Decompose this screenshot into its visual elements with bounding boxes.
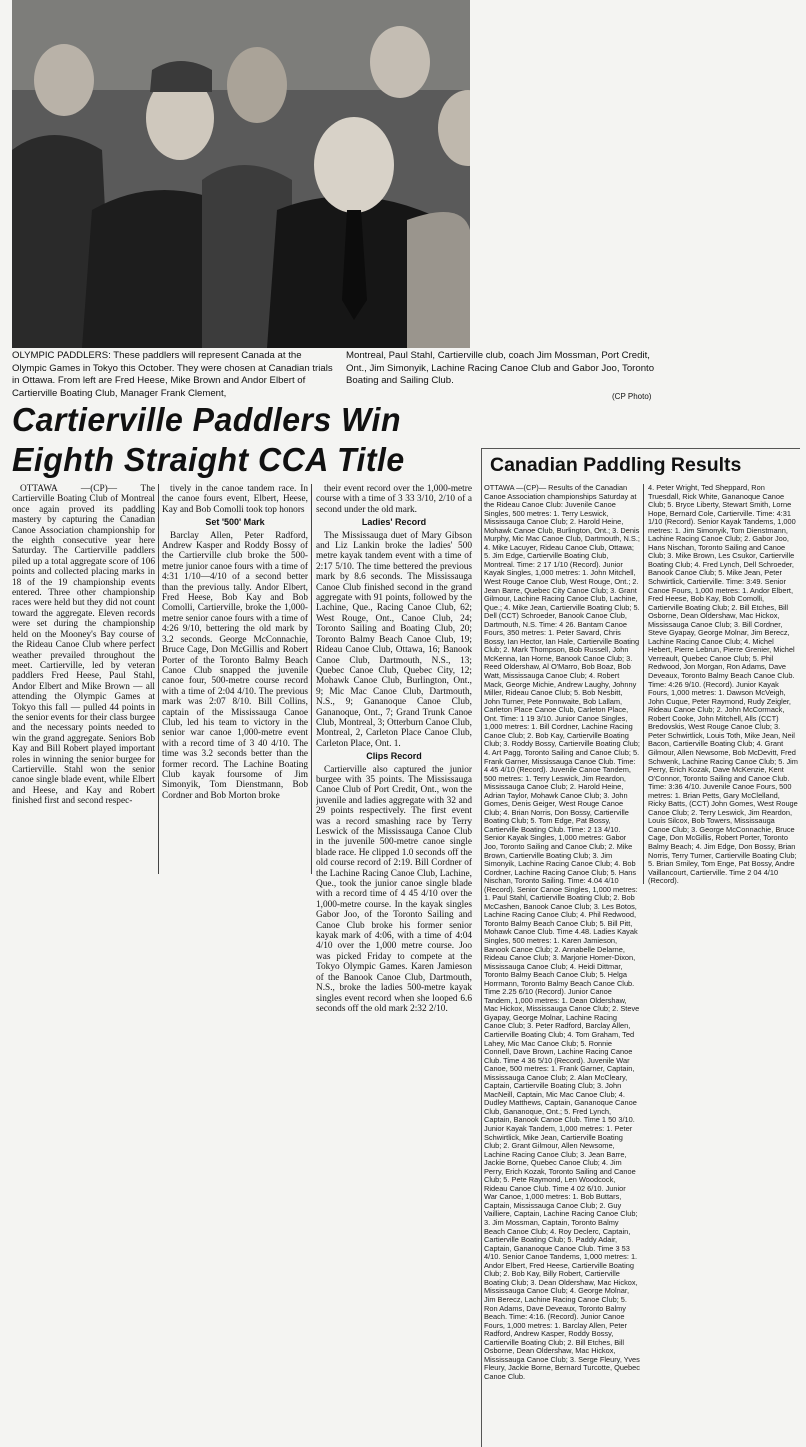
results-left-text: OTTAWA —(CP)— Results of the Canadian Canoe Association championships Saturday at the Rideau Canoe Club: Juvenile Canoe Singles, 500 metres: 1. Terry Leswick, Mississauga Canoe Club; 2. Harold Heine, Mohawk Canoe Club, Burlington, Ont.; 3. Denis Murphy, Mic Mac Canoe Club, Dartmouth, N.S.; 4. Mike Lacuyer, Rideau Canoe Club, Ottawa; 5. Jim Edge, Cartierville Boating Club, Montreal. Time: 2 17 1/10 (Record). Junior Kayak Singles, 1,000 metres: 1. John Mitchell, West Rouge Canoe Club, West Rouge, Ont.; 2. Jean Barre, Quebec City Canoe Club; 3. Grant Gilmour, Lachine Racing Canoe Club, Lachine, Que.; 4. Mike Jean, Cartierville Boating Club; 5. Dell (CCT) Schroeder, Banook Canoe Club, Dartmouth, N.S. Time: 4 26. Bantam Canoe Fours, 350 metres: 1. Peter Savard, Chris Bossy, Ian Hector, Ian Hale, Cartierville Boating Club; 2. Mark Thompson, Bob Russell, John McKenna, Ian Horne, Banook Canoe Club; 3. Reed Oldershaw, Al O'Marro, Bob Boaz, Bob Watt, Mississauga Canoe Club; 4. Robert Mack, George Michie, Andrew Laughy, Johnny Miller, Rideau Canoe Club; 5. Bob Nesbitt, John Turner, Pete Ponnwaite, Bob Lallam, Carleton Place Canoe Club, Carleton Place, Ont. Time: 1 19 3/10. Junior Canoe Singles, 1,000 metres: 1. Bill Cordner, Lachine Racing Canoe Club; 2. Bob Kay, Cartierville Boating Club; 3. Roddy Bossy, Cartierville Boating Club; 4. Art Pagg, Toronto Sailing and Canoe Club; 5. Frank Garner, Mississauga Canoe Club. Time: 4 45 4/10 (Record). Juvenile Canoe Tandem, 500 metres: 1. Terry Leswick, Jim Reardon, Mississauga Canoe Club; 2. Harold Heine, Adrian Taylor, Mohawk Canoe Club; 3. John Gomes, Denis Geiger, West Rouge Canoe Club; 4. Brian Norris, Don Bossy, Cartierville Boating Club; 5. Tom Edge, Pat Bossy, Cartierville Boating Club. Time: 2 13 4/10. Senior Kayak Singles, 1,000 metres: Gabor Joo, Toronto Sailing and Canoe Club; 2. Mike Brown, Cartierville Boating Club; 3. Jim Simonyik, Lachine Racing Canoe Club; 4. Bob Cordner, Lachine Racing Canoe Club; 5. Hans Nischan, Toronto Sailing. Time: 4.04 4/10 (Record). Senior Canoe Singles, 1,000 metres: 1. Paul Stahl, Cartierville Boating Club; 2. Bob McCashen, Banook Canoe Club; 3. Les Botos, Lachine Racing Canoe Club; 4. Phil Redwood, Toronto Balmy Beach Canoe Club; 5. Bill Pitt, Mohawk Canoe Club. Time 4.48. Ladies Kayak Singles, 500 metres: 1. Karen Jamieson, Banook Canoe Club; 2. Annabelle Delarne, Rideau Canoe Club; 3. Marjorie Homer-Dixon, Mississauga Canoe Club; 4. Heidi Dittmar, Toronto Balmy Beach Canoe Club; 5. Helga Horrmann, Toronto Balmy Beach Canoe Club. Time 2.25 6/10 (Record). Junior Canoe Tandem, 1,000 metres: 1. Dean Oldershaw, Mac Hickox, Mississauga Canoe Club; 2. Steve Gyapay, George Molnar, Lachine Racing Canoe Club; 3. Peter Radford, Barclay Allen, Cartierville Boating Club; 4. Tom Graham, Ted Lahey, Mic Mac Canoe Club; 5. Ronnie Connell, Dave Brown, Lachine Racing Canoe Club. Time 4 36 5/10 (Record). Juvenile War Canoe, 500 metres: 1. Frank Garner, Captain, Mississauga Canoe Club; 2. Alan McCleary, Captain, Cartierville Boating Club; 3. John MacNeill, Captain, Mic Mac Canoe Club; 4. Dudley Matthews, Captain, Gananoque Canoe Club, Gananoque, Ont.; 5. Fred Lynch, Captain, Banook Canoe Club. Time 1 50 3/10. Junior Kayak Tandem, 1,000 metres: 1. Peter Schwirtlick, Mike Jean, Cartierville Boating Club; 2. Grant Gilmour, Allen Newsome, Lachine Racing Canoe Club; 3. Jean Barre, Jackie Borne, Quebec Canoe Club; 4. Jim Perry, Erich Kozak, Toronto Sailing and Canoe Club; 5. Pete Raymond, Len Woodcock, Rideau Canoe Club. Time 4 02 6/10. Junior War Canoe, 1,000 metres: 1. Bob Buttars, Captain, Mississauga Canoe Club; 2. Guy Vailliere, Captain, Lachine Racing Canoe Club; 3. Jim Mossman, Captain, Toronto Balmy Beach Canoe Club; 4. Roy Declerc, Captain, Cartierville Boating Club; 5. Paddy Adair, Captain, Gananoque Canoe Club. Time 3 53 4/10. Senior Canoe Tandems, 1,000 metres: 1. Andor Elbert, Fred Heese, Cartierville Boating Club; 2. Bob Kay, Billy Robert, Cartierville Boating Club; 3. Dean Oldershaw, Mac Hickox, Mississauga Canoe Club; 4. George Molnar, Jim Berecz, Lachine Racing Canoe Club; 5. Ron Adams, Dave Deveaux, Toronto Balmy Beach. Time: 4:16. (Record). Junior Canoe Fours, 1,000 metres: 1. Barclay Allen, Peter Radford, Andrew Kasper, Roddy Bossy, Cartierville Boating Club; 2. Bill Etches, Bill Osborne, Dean Oldershaw, Mac Hickox, Mississauga Canoe Club; 3. Serge Fleury, Yves Fleury, Jackie Borne, Bernard Turcotte, Quebec Canoe Club. [484, 484, 640, 1381]
story-col3-text-a: their event record over the 1,000-metre course with a time of 3 33 3/10, 2/10 of a second under the old mark. [316, 484, 472, 515]
results-column-right [648, 484, 798, 904]
story-subhead-clips: Clips Record [366, 751, 422, 762]
column-rule [158, 484, 159, 874]
headline [12, 400, 466, 480]
story-column-1 [12, 484, 155, 874]
story-subhead-ladies: Ladies' Record [361, 517, 427, 528]
results-right-text: 4. Peter Wright, Ted Sheppard, Ron Truesdall, Rick White, Gananoque Canoe Club; 5. Bryce Liberty, Stewart Smith, Lorne Hope, Bernard Cole, Cartierville. Time: 4:31 1/10 (Record). Senior Kayak Tandems, 1,000 metres: 1. Jim Simonyik, Tom Dienstmann, Lachine Racing Canoe Club; 2. Gabor Joo, Hans Nischan, Toronto Sailing and Canoe Club; 3. Mike Brown, Les Csukor, Cartierville Boating Club; 4. Fred Lynch, Dell Schroeder, Banook Canoe Club; 5. Mike Jean, Peter Schwirtlick, Cartierville. Time: 3:49. Senior Canoe Fours, 1,000 metres: 1. Andor Elbert, Fred Heese, Bob Kay, Bob Comolli, Cartierville Boating Club; 2. Bill Etches, Bill Osborne, Dean Oldershaw, Mac Hickox, Mississauga Canoe Club; 3. Bill Cordner, Steve Gyapay, George Molnar, Jim Berecz, Lachine Racing Canoe Club; 4. Michel Hebert, Pierre Lebrun, Pierre Grenier, Michel Verreault, Quebec Canoe Club; 5. Phil Redwood, Jon Morgan, Ron Adams, Dave Deveaux, Toronto Balmy Beach Canoe Club. Time: 4:26 9/10. (Record). Junior Kayak Fours, 1,000 metres: 1. Dawson McVeigh, John Cuque, Peter Raymond, Rudy Zeigler, Rideau Canoe Club; 2. John McCormack, Robert Cooke, John Mitchell, Alls (CCT) Bredovskis, West Rouge Canoe Club; 3. Peter Schwirtlick, Louis Toth, Mike Jean, Neil Bacon, Cartierville Boating Club; 4. Grant Gilmour, Allen Newsome, Bob McDevitt, Fred Schwenk, Lachine Racing Canoe Club; 5. Jim Perry, Erich Kozak, Dave McKenzie, Kent O'Connor, Toronto Sailing and Canoe Club. Time: 3:36 4/10. Juvenile Canoe Fours, 500 metres: 1. Brian Petts, Gary McClelland, Ricky Batts, (CCT) John Gomes, West Rouge Canoe Club; 2. Terry Leswick, Jim Reardon, Louis Silcox, Bob Towers, Mississauga Canoe Club; 3. George McConnachie, Bruce Cage, Don McGillis, Robert Porter, Toronto Balmy Beach; 4. Jim Edge, Don Bossy, Brian Norris, Terry Turner, Cartierville Boating Club; 5. Brian Smiley, Tom Enge, Pat Bossy, Andre Vaillancourt, Cartierville. Time 2 04 4/10 (Record). [648, 484, 798, 886]
column-rule [643, 484, 644, 884]
story-column-3 [316, 484, 472, 1174]
olympic-paddlers-photo [12, 0, 470, 348]
story-col2-text-a: tively in the canoe tandem race. In the canoe fours event, Elbert, Heese, Kay and Bob Comolli took top honors [162, 484, 308, 515]
story-col3-text-b: The Mississauga duet of Mary Gibson and Liz Lankin broke the ladies' 500 metre kayak tandem event with a time of 2:17 5/10. The time bettered the previous mark by 8.6 seconds. The Mississauga Canoe Club finished second in the grand aggregate with 91 points, followed by the Lachine, Que., Racing Canoe Club, 62; West Rouge, Ont., Canoe Club, 24; Toronto Sailing and Boating Club, 20; Toronto Balmy Beach Canoe Club, 19; Rideau Canoe Club, Ottawa, 16; Banook Canoe Club, Dartmouth, N.S., 13; Quebec Canoe Club, Quebec City, 12; Mohawk Canoe Club, Burlington, Ont., 9; Mic Mac Canoe Club, Dartmouth, N.S., 9; Gananoque Canoe Club, Gananoque, Ont., 7; Grand Trunk Canoe Club, Montreal, 3; Otterburn Canoe Club, Montreal, 2, Carleton Place Canoe Club, Carleton Place, Ont. 1. [316, 530, 472, 749]
headline-line1: Cartierville Paddlers Win [12, 401, 401, 438]
story-col1-text: OTTAWA —(CP)— The Cartierville Boating Club of Montreal once again proved its paddling mastery by capturing the Canadian Canoe Association championship for the eighth consecutive year here Saturday. The Cartierville paddlers piled up a total aggregate score of 106 points and collected placing marks in 18 of the 19 championship events entered. Three other championship races were held but they did not count toward the aggregate. Eleven records were set during the championship held on the Mooney's Bay course of the Rideau Canoe Club where perfect weather prevailed throughout the meet. Cartierville, led by veteran paddlers Fred Heese, Paul Stahl, Andor Elbert and Mike Brown — all attending the Olympic Games at Tokyo this fall — pulled 44 points in the senior events for their class burgee and the necessary points needed to win the grand aggregate. Seniors Bob Kay and Bill Robert played important roles in winning the senior burgee for Cartierville. Stahl won the senior canoe single blade event, while Elbert and Heese, and Kay and Robert finished first and second respec- [12, 484, 155, 807]
photo-credit: (CP Photo) [612, 392, 652, 401]
caption-part2: Montreal, Paul Stahl, Cartierville club, coach Jim Mossman, Port Credit, Ont., Jim Simonyik, Lachine Racing Canoe Club and Gabor Joo, Toronto Boating and Sailing Club. [346, 350, 655, 387]
results-column-left [484, 484, 640, 1438]
headline-line2: Eighth Straight CCA Title [12, 441, 405, 478]
photo-illustration [12, 0, 470, 348]
story-col2-text-b: Barclay Allen, Peter Radford, Andrew Kasper and Roddy Bossy of the Cartierville club broke the 500-metre junior canoe fours with a time of 4:31 1/10—4/10 of a second better than the previous tally. Andor Elbert, Fred Heese, Bob Kay and Bob Comolli, Cartierville, broke the 1,000-metre senior canoe fours with a time of 4:26 9/10, bettering the old mark by 3.2 seconds. George McConnachie, Bruce Cage, Don McGillis and Robert Porter of the Toronto Balmy Beach Canoe Club snapped the juvenile canoe four, 500-metre course record with a time of 2:04 4/10. The previous mark was 2:07 8/10. Bill Collins, captain of the Mississauga Canoe Club, led his team to victory in the senior war canoe 1,000-metre event with a record time of 3 40 4/10. The time was 3.2 seconds better than the former record. The Lachine Boating Club kayak foursome of Jim Simonyik, Tom Dienstmann, Bob Cordner and Bob Morton broke [162, 530, 308, 801]
story-subhead-500: Set '500' Mark [205, 517, 265, 528]
story-column-2 [162, 484, 308, 874]
story-col3-text-c: Cartierville also captured the junior burgee with 35 points. The Mississauga Canoe Club of Port Credit, Ont., won the juvenile and ladies aggregate with 32 and 29 points respectively. The first event was a record smashing race by Terry Leswick of the Mississauga Canoe Club in the juvenile 500-metre canoe single blade race. He clipped 1.0 seconds off the old course record of 2:19. Bill Cordner of the Lachine Racing Canoe Club, Lachine, Que., took the junior canoe single blade with a record time of 4 45 4/10 over the 1,000-metre course. In the kayak singles Gabor Joo, of the Toronto Sailing and Canoe Club broke his former senior kayak mark of 4:06, with a time of 4:04 4/10 over the 1,000 metre course. Joo was picked Friday to compete at the Tokyo Olympic Games. Karen Jamieson of the Banook Canoe Club, Dartmouth, N.S., broke the ladies 500-metre kayak singles event record when she looped 6.6 seconds off the old mark 2:32 2/10. [316, 764, 472, 1014]
column-rule [311, 484, 312, 874]
caption-part1: OLYMPIC PADDLERS: These paddlers will represent Canada at the Olympic Games in Tokyo this October. They were chosen at Canadian trials in Ottawa. From left are Fred Heese, Mike Brown and Andor Elbert of Cartierville Boating Club, Manager Frank Clement, [12, 350, 333, 399]
results-title: Canadian Paddling Results [490, 454, 742, 476]
